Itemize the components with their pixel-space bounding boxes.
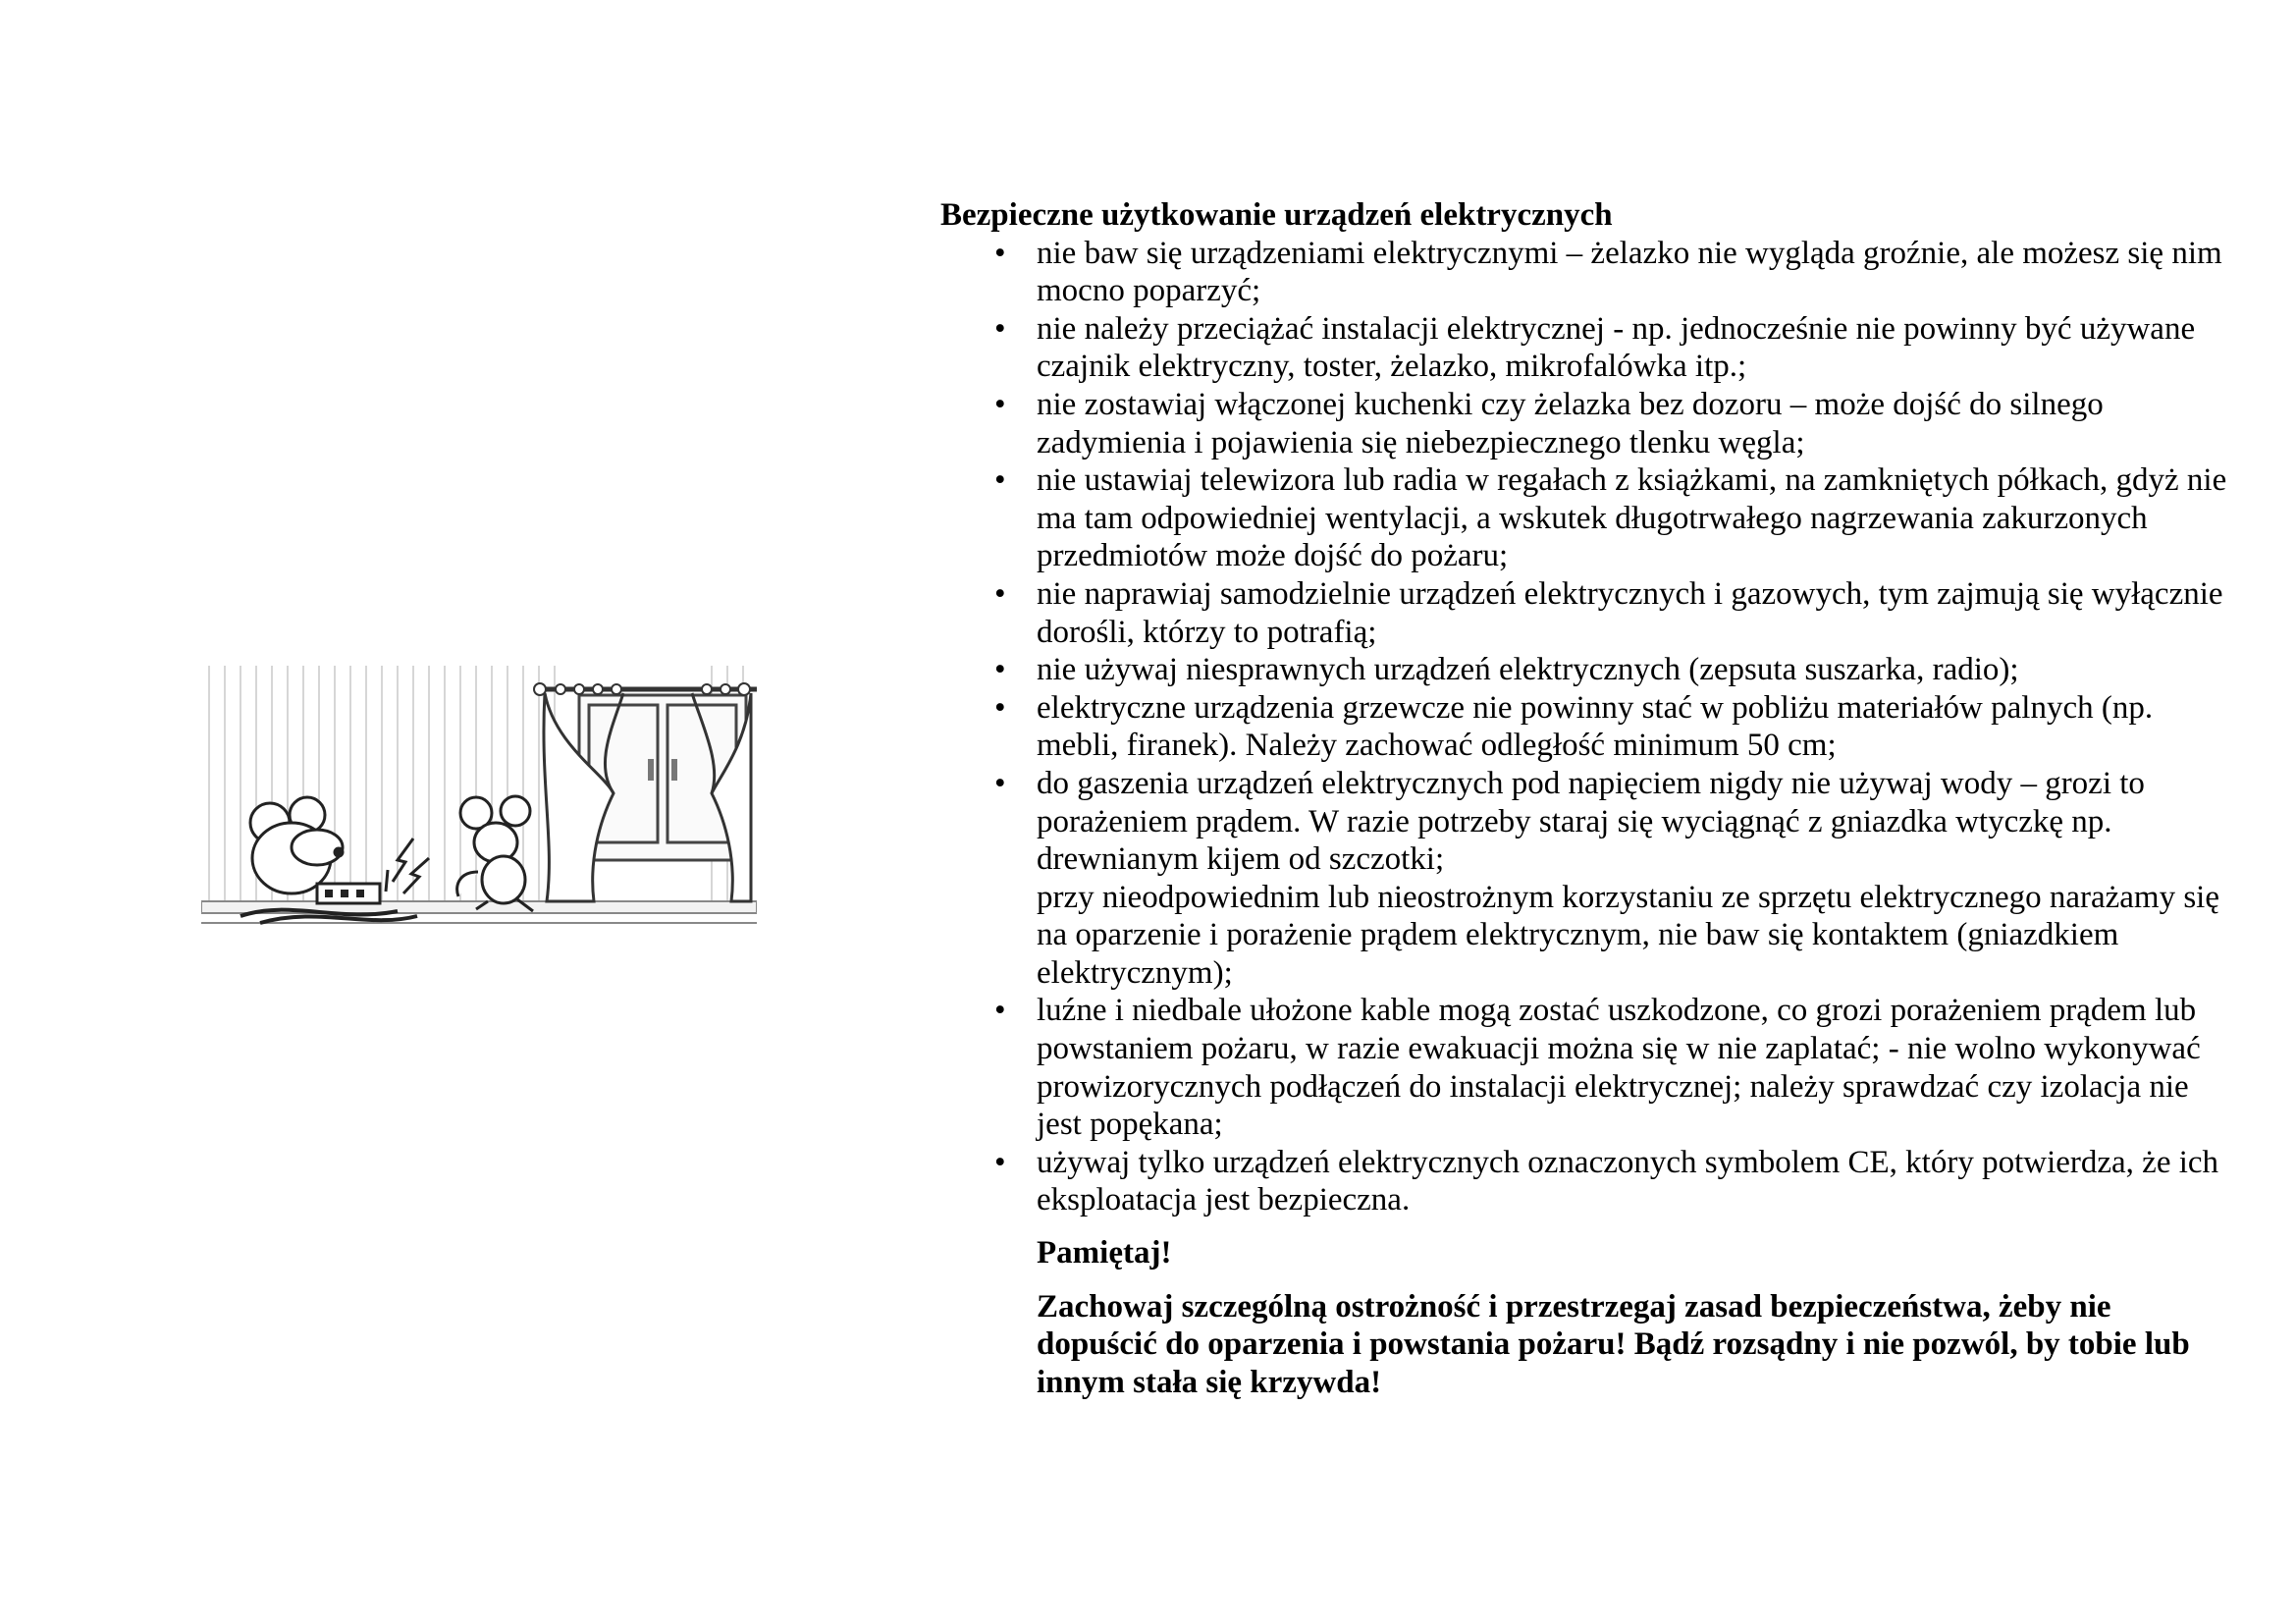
rule-text: nie ustawiaj telewizora lub radia w regałach z książkami, na zamkniętych półkach, gdyż nie ma tam odpowiedniej wentylacji, a wskutek długotrwałego nagrzewania zakurzonych przedmiotów może dojść do pożaru; [1037, 462, 2227, 574]
list-item [994, 461, 2236, 575]
remember-heading: Pamiętaj! [1037, 1235, 1172, 1271]
rule-extra-text: przy nieodpowiednim lub nieostrożnym korzystaniu ze sprzętu elektrycznego narażamy się na oparzenie i porażenie prądem elektrycznym, nie baw się kontaktem (gniazdkiem elektrycznym); [1037, 879, 2219, 991]
rule-text: elektryczne urządzenia grzewcze nie powinny stać w pobliżu materiałów palnych (np. mebli, firanek). Należy zachować odległość minimum 50 cm; [1037, 689, 2154, 764]
list-item [994, 575, 2236, 651]
bullet-icon: • [994, 310, 1006, 347]
rule-text: nie używaj niesprawnych urządzeń elektrycznych (zepsuta suszarka, radio); [1037, 652, 2019, 688]
bullet-icon: • [994, 386, 1006, 422]
bullet-icon: • [994, 993, 1006, 1029]
rule-text: używaj tylko urządzeń elektrycznych oznaczonych symbolem CE, który potwierdza, że ich eksploatacja jest bezpieczna. [1037, 1144, 2219, 1218]
list-item [994, 1144, 2236, 1219]
bullet-icon: • [994, 689, 1006, 726]
bullet-icon: • [994, 1144, 1006, 1180]
list-item [994, 765, 2236, 993]
page-title: Bezpieczne użytkowanie urządzeń elektrycznych [940, 197, 1613, 233]
remember-text: Zachowaj szczególną ostrożność i przestrzegaj zasad bezpieczeństwa, żeby nie dopuścić do oparzenia i powstania pożaru! Bądź rozsądny i nie pozwól, by tobie lub innym stała się krzywda! [1037, 1288, 2190, 1400]
list-item [994, 386, 2236, 461]
bullet-icon: • [994, 765, 1006, 801]
rule-text: nie naprawiaj samodzielnie urządzeń elektrycznych i gazowych, tym zajmują się wyłącznie dorośli, którzy to potrafią; [1037, 575, 2223, 650]
list-item [994, 310, 2236, 386]
rule-text: luźne i niedbale ułożone kable mogą zostać uszkodzone, co grozi porażeniem prądem lub powstaniem pożaru, w razie ewakuacji można się w nie zaplatać; - nie wolno wykonywać prowizorycznych podłączeń do instalacji elektrycznej; należy sprawdzać czy izolacja nie jest popękana; [1037, 993, 2201, 1143]
bullet-icon: • [994, 462, 1006, 499]
mice-electric-socket-illustration [201, 666, 757, 933]
remember-box [940, 1234, 2236, 1401]
rule-text: nie baw się urządzeniami elektrycznymi – żelazko nie wygląda groźnie, ale możesz się nim mocno poparzyć; [1037, 235, 2222, 309]
list-item [994, 235, 2236, 310]
bullet-icon: • [994, 652, 1006, 688]
bullet-icon: • [994, 235, 1006, 271]
list-item [994, 689, 2236, 765]
rule-text: nie należy przeciążać instalacji elektrycznej - np. jednocześnie nie powinny być używane czajnik elektryczny, toster, żelazko, mikrofalówka itp.; [1037, 310, 2196, 385]
list-item [994, 651, 2236, 689]
bullet-icon: • [994, 575, 1006, 612]
rule-text: nie zostawiaj włączonej kuchenki czy żelazka bez dozoru – może dojść do silnego zadymienia i pojawienia się niebezpiecznego tlenku węgla; [1037, 386, 2104, 460]
list-item [994, 992, 2236, 1143]
rule-text: do gaszenia urządzeń elektrycznych pod napięciem nigdy nie używaj wody – grozi to porażeniem prądem. W razie potrzeby staraj się wyciągnąć z gniazdka wtyczkę np. drewnianym kijem od szczotki; [1037, 765, 2145, 878]
safety-rules-list [940, 235, 2236, 1219]
safety-text [940, 196, 2236, 1417]
